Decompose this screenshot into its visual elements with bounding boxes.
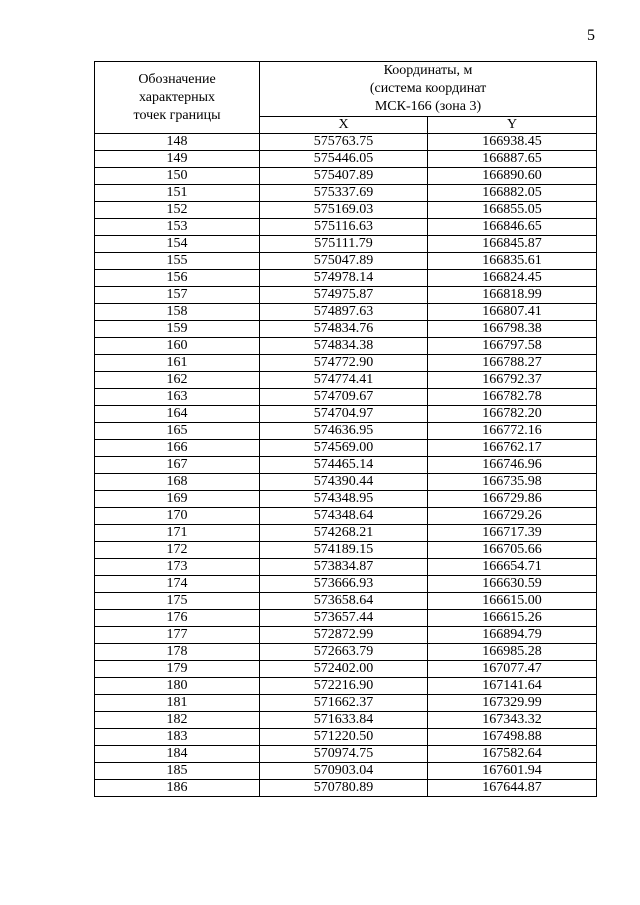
point-id-cell: 157 — [95, 287, 260, 304]
y-coordinate-cell: 166746.96 — [428, 457, 597, 474]
point-id-cell: 180 — [95, 678, 260, 695]
y-coordinate-cell: 167601.94 — [428, 763, 597, 780]
point-id-cell: 178 — [95, 644, 260, 661]
table-row — [95, 389, 597, 406]
y-coordinate-cell: 166855.05 — [428, 202, 597, 219]
table-row — [95, 610, 597, 627]
y-coordinate-cell: 166615.26 — [428, 610, 597, 627]
y-coordinate-cell: 166782.78 — [428, 389, 597, 406]
y-coordinate-cell: 166938.45 — [428, 134, 597, 151]
table-row — [95, 202, 597, 219]
table-row — [95, 372, 597, 389]
table-row — [95, 338, 597, 355]
coordinates-table — [94, 61, 597, 797]
y-column-header: Y — [428, 117, 597, 134]
point-id-cell: 163 — [95, 389, 260, 406]
point-id-cell: 154 — [95, 236, 260, 253]
y-coordinate-cell: 166797.58 — [428, 338, 597, 355]
point-id-cell: 184 — [95, 746, 260, 763]
point-id-cell: 156 — [95, 270, 260, 287]
table-row — [95, 151, 597, 168]
x-coordinate-cell: 574834.38 — [260, 338, 428, 355]
x-column-header: X — [260, 117, 428, 134]
point-header-line: характерных — [138, 89, 216, 105]
x-coordinate-cell: 575407.89 — [260, 168, 428, 185]
table-row — [95, 236, 597, 253]
y-coordinate-cell: 166717.39 — [428, 525, 597, 542]
y-coordinate-cell: 167077.47 — [428, 661, 597, 678]
y-coordinate-cell: 166887.65 — [428, 151, 597, 168]
y-coordinate-cell: 166798.38 — [428, 321, 597, 338]
x-coordinate-cell: 574774.41 — [260, 372, 428, 389]
table-row — [95, 593, 597, 610]
x-coordinate-cell: 571633.84 — [260, 712, 428, 729]
x-coordinate-cell: 574975.87 — [260, 287, 428, 304]
table-row — [95, 661, 597, 678]
y-coordinate-cell: 166894.79 — [428, 627, 597, 644]
x-coordinate-cell: 572663.79 — [260, 644, 428, 661]
x-coordinate-cell: 571220.50 — [260, 729, 428, 746]
x-coordinate-cell: 572216.90 — [260, 678, 428, 695]
x-coordinate-cell: 575111.79 — [260, 236, 428, 253]
point-id-cell: 160 — [95, 338, 260, 355]
table-row — [95, 355, 597, 372]
x-coordinate-cell: 570903.04 — [260, 763, 428, 780]
point-id-cell: 169 — [95, 491, 260, 508]
y-coordinate-cell: 166705.66 — [428, 542, 597, 559]
x-coordinate-cell: 574636.95 — [260, 423, 428, 440]
x-coordinate-cell: 575116.63 — [260, 219, 428, 236]
table-row — [95, 763, 597, 780]
y-coordinate-cell: 166818.99 — [428, 287, 597, 304]
y-coordinate-cell: 166835.61 — [428, 253, 597, 270]
table-row — [95, 525, 597, 542]
x-coordinate-cell: 574772.90 — [260, 355, 428, 372]
point-id-cell: 182 — [95, 712, 260, 729]
point-id-cell: 150 — [95, 168, 260, 185]
x-coordinate-cell: 574709.67 — [260, 389, 428, 406]
point-id-cell: 173 — [95, 559, 260, 576]
point-id-cell: 177 — [95, 627, 260, 644]
x-coordinate-cell: 574348.64 — [260, 508, 428, 525]
x-coordinate-cell: 573834.87 — [260, 559, 428, 576]
x-coordinate-cell: 572402.00 — [260, 661, 428, 678]
point-id-cell: 162 — [95, 372, 260, 389]
table-row — [95, 746, 597, 763]
x-coordinate-cell: 574834.76 — [260, 321, 428, 338]
x-coordinate-cell: 575337.69 — [260, 185, 428, 202]
x-coordinate-cell: 574348.95 — [260, 491, 428, 508]
table-row — [95, 304, 597, 321]
page-number: 5 — [587, 27, 595, 44]
table-row — [95, 185, 597, 202]
point-header-line: Обозначение — [138, 71, 216, 87]
y-coordinate-cell: 167141.64 — [428, 678, 597, 695]
y-coordinate-cell: 166772.16 — [428, 423, 597, 440]
table-row — [95, 576, 597, 593]
x-coordinate-cell: 573666.93 — [260, 576, 428, 593]
point-id-cell: 183 — [95, 729, 260, 746]
point-id-cell: 158 — [95, 304, 260, 321]
y-coordinate-cell: 166654.71 — [428, 559, 597, 576]
x-coordinate-cell: 574897.63 — [260, 304, 428, 321]
table-row — [95, 253, 597, 270]
y-coordinate-cell: 166985.28 — [428, 644, 597, 661]
point-header-line: точек границы — [133, 107, 221, 123]
y-coordinate-cell: 167329.99 — [428, 695, 597, 712]
y-coordinate-cell: 166729.26 — [428, 508, 597, 525]
table-row — [95, 457, 597, 474]
table-row — [95, 440, 597, 457]
y-coordinate-cell: 166630.59 — [428, 576, 597, 593]
table-row — [95, 474, 597, 491]
x-coordinate-cell: 574189.15 — [260, 542, 428, 559]
x-coordinate-cell: 575169.03 — [260, 202, 428, 219]
x-coordinate-cell: 570780.89 — [260, 780, 428, 797]
point-id-cell: 155 — [95, 253, 260, 270]
point-id-cell: 185 — [95, 763, 260, 780]
table-row — [95, 780, 597, 797]
y-coordinate-cell: 166762.17 — [428, 440, 597, 457]
point-id-cell: 172 — [95, 542, 260, 559]
y-coordinate-cell: 166890.60 — [428, 168, 597, 185]
y-coordinate-cell: 166882.05 — [428, 185, 597, 202]
table-row — [95, 712, 597, 729]
point-id-cell: 148 — [95, 134, 260, 151]
y-coordinate-cell: 166807.41 — [428, 304, 597, 321]
y-coordinate-cell: 166845.87 — [428, 236, 597, 253]
x-coordinate-cell: 574978.14 — [260, 270, 428, 287]
point-id-cell: 153 — [95, 219, 260, 236]
x-coordinate-cell: 575763.75 — [260, 134, 428, 151]
table-row — [95, 508, 597, 525]
y-coordinate-cell: 167343.32 — [428, 712, 597, 729]
coord-header-line: (система координат — [369, 81, 487, 96]
table-row — [95, 406, 597, 423]
point-id-cell: 170 — [95, 508, 260, 525]
point-id-cell: 164 — [95, 406, 260, 423]
coordinates-rows — [95, 134, 597, 797]
x-coordinate-cell: 575446.05 — [260, 151, 428, 168]
x-coordinate-cell: 574569.00 — [260, 440, 428, 457]
table-row — [95, 134, 597, 151]
coordinates-header — [260, 62, 597, 117]
table-row — [95, 270, 597, 287]
point-id-cell: 186 — [95, 780, 260, 797]
point-id-cell: 161 — [95, 355, 260, 372]
y-coordinate-cell: 166792.37 — [428, 372, 597, 389]
y-coordinate-cell: 166846.65 — [428, 219, 597, 236]
point-id-cell: 171 — [95, 525, 260, 542]
y-coordinate-cell: 166824.45 — [428, 270, 597, 287]
point-designation-header — [95, 62, 260, 134]
point-id-cell: 166 — [95, 440, 260, 457]
y-coordinate-cell: 167582.64 — [428, 746, 597, 763]
table-row — [95, 168, 597, 185]
coord-header-line: МСК-166 (зона 3) — [374, 99, 482, 114]
x-coordinate-cell: 573657.44 — [260, 610, 428, 627]
point-id-cell: 149 — [95, 151, 260, 168]
point-id-cell: 174 — [95, 576, 260, 593]
point-id-cell: 168 — [95, 474, 260, 491]
table-row — [95, 644, 597, 661]
y-coordinate-cell: 167644.87 — [428, 780, 597, 797]
point-id-cell: 152 — [95, 202, 260, 219]
table-row — [95, 729, 597, 746]
table-row — [95, 678, 597, 695]
point-id-cell: 179 — [95, 661, 260, 678]
y-coordinate-cell: 166735.98 — [428, 474, 597, 491]
x-coordinate-cell: 570974.75 — [260, 746, 428, 763]
point-id-cell: 165 — [95, 423, 260, 440]
y-coordinate-cell: 166615.00 — [428, 593, 597, 610]
point-id-cell: 181 — [95, 695, 260, 712]
y-coordinate-cell: 166788.27 — [428, 355, 597, 372]
table-row — [95, 559, 597, 576]
x-coordinate-cell: 574390.44 — [260, 474, 428, 491]
x-coordinate-cell: 572872.99 — [260, 627, 428, 644]
x-coordinate-cell: 575047.89 — [260, 253, 428, 270]
y-coordinate-cell: 166729.86 — [428, 491, 597, 508]
x-coordinate-cell: 571662.37 — [260, 695, 428, 712]
point-id-cell: 159 — [95, 321, 260, 338]
point-id-cell: 175 — [95, 593, 260, 610]
table-row — [95, 287, 597, 304]
point-id-cell: 176 — [95, 610, 260, 627]
x-coordinate-cell: 574704.97 — [260, 406, 428, 423]
point-id-cell: 151 — [95, 185, 260, 202]
table-row — [95, 627, 597, 644]
coord-header-line: Координаты, м — [383, 63, 473, 78]
table-row — [95, 219, 597, 236]
y-coordinate-cell: 167498.88 — [428, 729, 597, 746]
x-coordinate-cell: 574268.21 — [260, 525, 428, 542]
x-coordinate-cell: 573658.64 — [260, 593, 428, 610]
table-row — [95, 321, 597, 338]
table-row — [95, 542, 597, 559]
table-row — [95, 491, 597, 508]
x-coordinate-cell: 574465.14 — [260, 457, 428, 474]
table-row — [95, 423, 597, 440]
y-coordinate-cell: 166782.20 — [428, 406, 597, 423]
table-row — [95, 695, 597, 712]
point-id-cell: 167 — [95, 457, 260, 474]
